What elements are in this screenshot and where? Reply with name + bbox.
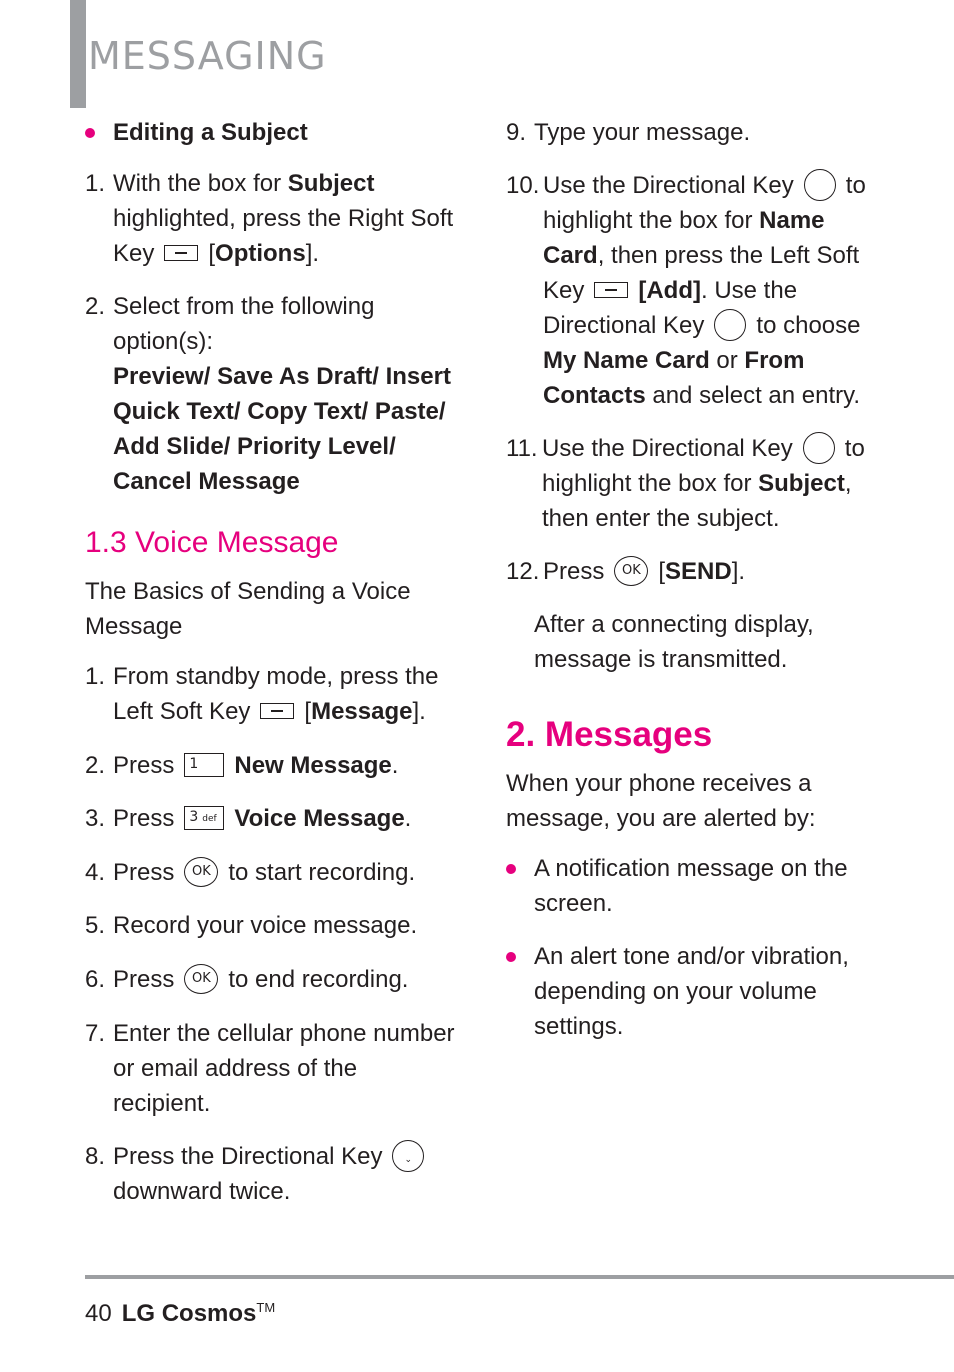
after-text: After a connecting display, message is transmitted. xyxy=(534,611,814,673)
list-item: 7. Enter the cellular phone number or email address of the recipient. xyxy=(85,1020,455,1117)
list-item: 5. Record your voice message. xyxy=(85,912,418,939)
bullet-item: A notification message on the screen. xyxy=(506,851,886,921)
step-number: 1. xyxy=(85,170,106,197)
directional-key-icon xyxy=(714,309,746,341)
footer-rule xyxy=(85,1275,954,1279)
list-item: 6. Press OK to end recording. xyxy=(85,962,455,997)
bullet-item: An alert tone and/or vibration, depending on your volume settings. xyxy=(506,939,886,1044)
step-number: 2. xyxy=(85,293,106,320)
trademark: TM xyxy=(256,1300,276,1315)
list-item: 10. Use the Directional Key to highlight the box for Name Card, then press the Left Soft Key [Add]. Use the Directional Key to choose My Name Card or From Contacts and select an entry. xyxy=(506,168,886,413)
option-list: Preview/ Save As Draft/ Insert Quick Text/ Copy Text/ Paste/ Add Slide/ Priority Level/ Cancel Message xyxy=(113,363,451,495)
ok-key-icon: OK xyxy=(184,964,218,994)
page-number: 40 xyxy=(85,1300,112,1327)
voice-intro: The Basics of Sending a Voice Message xyxy=(85,578,411,640)
list-item xyxy=(85,166,455,271)
bullet-dot xyxy=(506,864,516,874)
key-1-icon: 1 xyxy=(184,753,224,777)
directional-key-down-icon: ⌄ xyxy=(392,1140,424,1172)
messages-heading: 2. Messages xyxy=(506,715,713,754)
directional-key-icon xyxy=(804,169,836,201)
list-item: 1. From standby mode, press the Left Soft Key [Message]. xyxy=(85,663,439,725)
ok-key-icon: OK xyxy=(614,556,648,586)
bullet-dot xyxy=(506,952,516,962)
list-item: 2. Press 1 New Message. xyxy=(85,752,399,779)
list-item: 11. Use the Directional Key to highlight the box for Subject, then enter the subject. xyxy=(506,431,886,536)
ok-key-icon: OK xyxy=(184,857,218,887)
left-soft-key-icon xyxy=(594,282,628,298)
brand-name: LG Cosmos xyxy=(121,1300,257,1327)
voice-message-heading: 1.3 Voice Message xyxy=(85,526,339,559)
list-item: 12. Press OK [SEND]. xyxy=(506,554,886,589)
subsection-title: Editing a Subject xyxy=(113,119,308,146)
section-title: MESSAGING xyxy=(88,34,327,78)
footer xyxy=(85,1290,275,1332)
list-item: 9. Type your message. xyxy=(506,119,751,146)
list-item: 4. Press OK to start recording. xyxy=(85,855,455,890)
section-tab-bar xyxy=(70,0,86,108)
step-text: Select from the following option(s): Preview/ Save As Draft/ Insert Quick Text/ Copy Text/ Paste/ Add Slide/ Priority Level/ Cancel Message xyxy=(113,293,451,495)
list-item xyxy=(85,289,455,499)
bullet-editing-subject xyxy=(85,115,455,150)
messages-intro: When your phone receives a message, you are alerted by: xyxy=(506,770,816,832)
right-soft-key-icon xyxy=(164,245,198,261)
left-soft-key-icon xyxy=(260,703,294,719)
bullet-dot xyxy=(85,128,95,138)
list-item: 8. Press the Directional Key ⌄ downward twice. xyxy=(85,1139,455,1209)
step-text: With the box for Subject highlighted, press the Right Soft Key [Options]. xyxy=(113,170,454,267)
key-3-icon: 3 def xyxy=(184,806,224,830)
list-item: 3. Press 3 def Voice Message. xyxy=(85,805,412,832)
directional-key-icon xyxy=(803,432,835,464)
